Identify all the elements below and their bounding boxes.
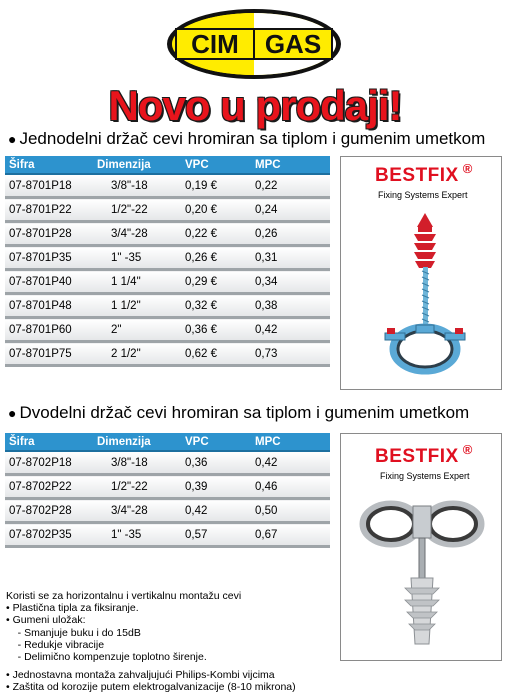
cell-dimenzija: 2": [93, 318, 181, 342]
cell-dimenzija: 3/8"-18: [93, 174, 181, 198]
brand-reg: ®: [462, 442, 473, 457]
table-row: [5, 294, 330, 318]
table-row: [5, 342, 330, 366]
cimgas-logo-graphic: [165, 8, 343, 80]
cell-mpc: 0,22: [251, 174, 330, 198]
cell-dimenzija: 1 1/2": [93, 294, 181, 318]
cell-vpc: 0,19 €: [181, 174, 251, 198]
brand-name: BESTFIX: [375, 165, 459, 186]
cell-mpc: 0,46: [251, 475, 330, 499]
price-table-2: [5, 433, 330, 548]
cell-vpc: 0,32 €: [181, 294, 251, 318]
cell-sifra: 07-8702P35: [5, 523, 93, 547]
col-header-mpc: MPC: [251, 433, 330, 451]
col-header-vpc: VPC: [181, 433, 251, 451]
product-notes: [6, 590, 296, 694]
bullet-icon: ●: [8, 131, 17, 147]
section-2-title: [8, 403, 469, 423]
table-body: [5, 174, 330, 366]
cell-sifra: 07-8701P28: [5, 222, 93, 246]
cell-sifra: 07-8701P22: [5, 198, 93, 222]
table-body: [5, 451, 330, 547]
cell-vpc: 0,39: [181, 475, 251, 499]
cell-dimenzija: 2 1/2": [93, 342, 181, 366]
cell-sifra: 07-8701P75: [5, 342, 93, 366]
logo-left-text: CIM: [191, 29, 239, 59]
cell-mpc: 0,50: [251, 499, 330, 523]
single-pipe-clamp-image: [381, 207, 471, 382]
note-line: • Jednostavna montaža zahvaljujući Philips-Kombi vijcima: [6, 669, 275, 682]
bestfix-logo: [375, 442, 473, 468]
note-line: - Delimično kompenzuje toplotno širenje.: [6, 651, 207, 664]
cell-vpc: 0,26 €: [181, 246, 251, 270]
cell-sifra: 07-8701P18: [5, 174, 93, 198]
table-row: [5, 246, 330, 270]
cell-dimenzija: 1/2"-22: [93, 198, 181, 222]
cell-mpc: 0,67: [251, 523, 330, 547]
note-line: - Smanjuje buku i do 15dB: [6, 626, 141, 639]
col-header-vpc: VPC: [181, 156, 251, 174]
cell-vpc: 0,36: [181, 451, 251, 475]
cell-mpc: 0,24: [251, 198, 330, 222]
cell-dimenzija: 3/4"-28: [93, 499, 181, 523]
cell-vpc: 0,57: [181, 523, 251, 547]
cell-mpc: 0,42: [251, 451, 330, 475]
cell-dimenzija: 1" -35: [93, 246, 181, 270]
table-row: [5, 222, 330, 246]
col-header-dimenzija: Dimenzija: [93, 156, 181, 174]
table-row: [5, 475, 330, 499]
cell-vpc: 0,20 €: [181, 198, 251, 222]
cell-vpc: 0,36 €: [181, 318, 251, 342]
brand-name: BESTFIX: [375, 446, 459, 467]
brand-tagline: Fixing Systems Expert: [380, 471, 470, 481]
note-line: • Gumeni uložak:: [6, 614, 86, 627]
table-row: [5, 270, 330, 294]
section-1-title: [8, 129, 485, 149]
cell-dimenzija: 3/8"-18: [93, 451, 181, 475]
cell-sifra: 07-8701P40: [5, 270, 93, 294]
table-row: [5, 499, 330, 523]
note-line: • Plastična tipla za fiksiranje.: [6, 602, 139, 615]
table-row: [5, 318, 330, 342]
table-row: [5, 451, 330, 475]
section-1-title-text: Jednodelni držač cevi hromiran sa tiplom i gumenim umetkom: [19, 129, 486, 148]
cell-sifra: 07-8701P48: [5, 294, 93, 318]
col-header-dimenzija: Dimenzija: [93, 433, 181, 451]
cell-mpc: 0,42: [251, 318, 330, 342]
cimgas-logo: [165, 8, 343, 80]
cell-dimenzija: 1 1/4": [93, 270, 181, 294]
cell-mpc: 0,34: [251, 270, 330, 294]
table-header-row: [5, 433, 330, 451]
cell-vpc: 0,29 €: [181, 270, 251, 294]
cell-mpc: 0,38: [251, 294, 330, 318]
logo-right-text: GAS: [264, 29, 322, 59]
col-header-sifra: Šifra: [5, 433, 93, 451]
headline: Novo u prodaji!: [108, 82, 402, 129]
table-row: [5, 523, 330, 547]
double-pipe-clamp-image: [353, 494, 491, 654]
cell-dimenzija: 1/2"-22: [93, 475, 181, 499]
table-row: [5, 174, 330, 198]
bestfix-logo: [375, 161, 473, 187]
cell-sifra: 07-8702P18: [5, 451, 93, 475]
cell-sifra: 07-8702P22: [5, 475, 93, 499]
cell-mpc: 0,73: [251, 342, 330, 366]
section-2-title-text: Dvodelni držač cevi hromiran sa tiplom i gumenim umetkom: [19, 403, 470, 422]
brand-tagline: Fixing Systems Expert: [378, 190, 468, 200]
cell-vpc: 0,42: [181, 499, 251, 523]
brand-reg: ®: [462, 161, 473, 176]
product-panel-1: [340, 156, 502, 390]
note-line: - Redukje vibracije: [6, 638, 105, 651]
cell-vpc: 0,22 €: [181, 222, 251, 246]
cell-sifra: 07-8702P28: [5, 499, 93, 523]
bullet-icon: ●: [8, 405, 17, 421]
cell-mpc: 0,26: [251, 222, 330, 246]
cell-mpc: 0,31: [251, 246, 330, 270]
cell-vpc: 0,62 €: [181, 342, 251, 366]
cell-dimenzija: 1" -35: [93, 523, 181, 547]
cell-dimenzija: 3/4"-28: [93, 222, 181, 246]
product-panel-2: [340, 433, 502, 661]
note-line: • Zaštita od korozije putem elektrogalvanizacije (8-10 mikrona): [6, 681, 296, 694]
cell-sifra: 07-8701P60: [5, 318, 93, 342]
col-header-sifra: Šifra: [5, 156, 93, 174]
cell-sifra: 07-8701P35: [5, 246, 93, 270]
col-header-mpc: MPC: [251, 156, 330, 174]
note-line: Koristi se za horizontalnu i vertikalnu montažu cevi: [6, 590, 242, 602]
table-header-row: [5, 156, 330, 174]
table-row: [5, 198, 330, 222]
price-table-1: [5, 156, 330, 367]
